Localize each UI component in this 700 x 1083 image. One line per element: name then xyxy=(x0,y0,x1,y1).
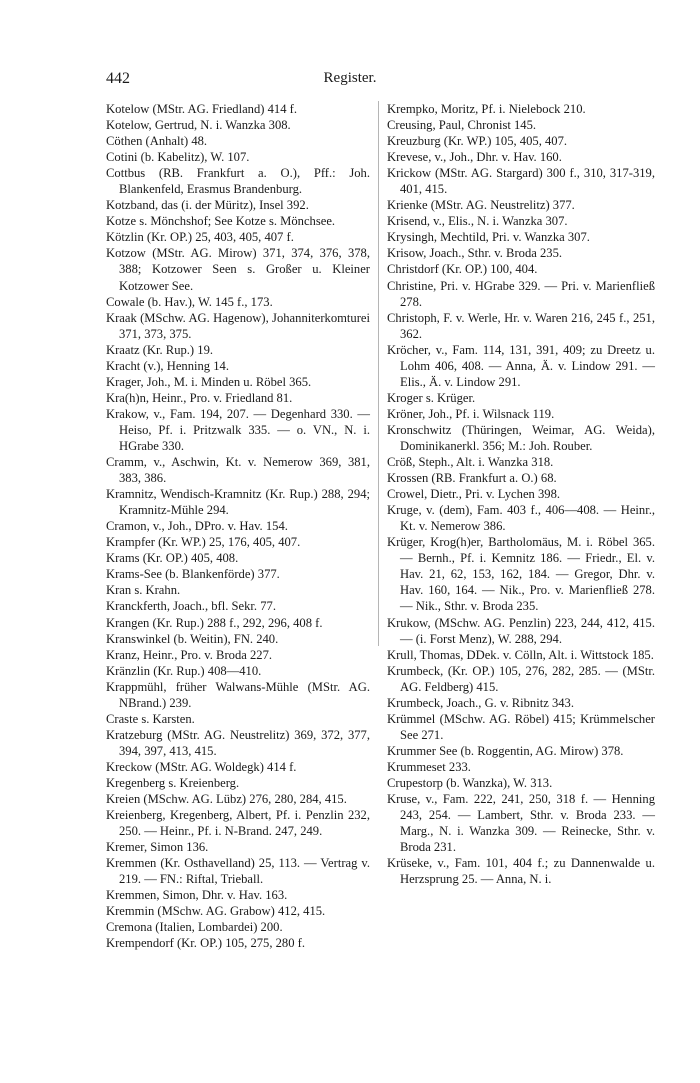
index-entry: Kotze s. Mönchshof; See Kotze s. Mönchsee. xyxy=(106,214,336,229)
index-entry: Krevese, v., Joh., Dhr. v. Hav. 160. xyxy=(387,150,562,165)
index-column-right xyxy=(387,101,655,887)
index-entry: Kränzlin (Kr. Rup.) 408—410. xyxy=(106,663,262,678)
index-entry: Krakow, v., Fam. 194, 207. — Degenhard 330. — Heiso, Pf. i. Pritzwalk 335. — o. VN., N. i. HGrabe 330. xyxy=(106,406,370,453)
index-entry: Kratzeburg (MStr. AG. Neustrelitz) 369, 372, 377, 394, 397, 413, 415. xyxy=(106,727,370,758)
index-entry: Kranckferth, Joach., bfl. Sekr. 77. xyxy=(106,599,276,614)
index-entry: Krumbeck, Joach., G. v. Ribnitz 343. xyxy=(387,695,575,710)
index-entry: Kronschwitz (Thüringen, Weimar, AG. Weida), Dominikanerkl. 356; M.: Joh. Rouber. xyxy=(387,422,655,453)
index-entry: Kreuzburg (Kr. WP.) 105, 405, 407. xyxy=(387,134,568,149)
index-entry: Krüger, Krog(h)er, Bartholomäus, M. i. Röbel 365. — Bernh., Pf. i. Kemnitz 186. — Friedr., El. v. Hav. 21, 62, 153, 162, 184. — Gregor, Dhr. v. Hav. 160, 164. — Nik., Pro. v. Marienfließ 278. — Nik., Sthr. v. Broda 235. xyxy=(387,535,655,614)
index-entry: Kremmen, Simon, Dhr. v. Hav. 163. xyxy=(106,888,288,903)
index-entry: Kreienberg, Kregenberg, Albert, Pf. i. Penzlin 232, 250. — Heinr., Pf. i. N-Brand. 247, 249. xyxy=(106,808,370,839)
index-entry: Krempko, Moritz, Pf. i. Nielebock 210. xyxy=(387,102,586,116)
column-divider xyxy=(378,101,379,646)
index-entry: Kramnitz, Wendisch-Kramnitz (Kr. Rup.) 288, 294; Kramnitz-Mühle 294. xyxy=(106,487,370,518)
index-entry: Kruse, v., Fam. 222, 241, 250, 318 f. — Henning 243, 254. — Lambert, Sthr. v. Broda 233. — Marg., N. i. Wanzka 309. — Reinecke, Sthr. v. Broda 231. xyxy=(387,792,655,855)
index-entry: Krickow (MStr. AG. Stargard) 300 f., 310, 317-319, 401, 415. xyxy=(387,166,655,197)
index-entry: Kröcher, v., Fam. 114, 131, 391, 409; zu Dreetz u. Lohm 406, 408. — Anna, Ä. v. Lindow 291. — Elis., Ä. v. Lindow 291. xyxy=(387,342,655,389)
index-entry: Krull, Thomas, DDek. v. Cölln, Alt. i. Wittstock 185. xyxy=(387,647,654,662)
index-entry: Kraak (MSchw. AG. Hagenow), Johanniterkomturei 371, 373, 375. xyxy=(106,310,370,341)
index-entry: Krampfer (Kr. WP.) 25, 176, 405, 407. xyxy=(106,535,301,550)
index-entry: Cremona (Italien, Lombardei) 200. xyxy=(106,920,283,935)
index-entry: Krempendorf (Kr. OP.) 105, 275, 280 f. xyxy=(106,936,306,951)
index-entry: Krummer See (b. Roggentin, AG. Mirow) 378. xyxy=(387,743,624,758)
index-entry: Kremer, Simon 136. xyxy=(106,840,209,855)
index-entry: Krossen (RB. Frankfurt a. O.) 68. xyxy=(387,471,557,486)
index-entry: Cramm, v., Aschwin, Kt. v. Nemerow 369, 381, 383, 386. xyxy=(106,455,370,486)
index-entry: Christine, Pri. v. HGrabe 329. — Pri. v. Marienfließ 278. xyxy=(387,278,655,309)
index-entry: Kranz, Heinr., Pro. v. Broda 227. xyxy=(106,647,273,662)
index-entry: Krümmel (MSchw. AG. Röbel) 415; Krümmelscher See 271. xyxy=(387,711,655,742)
index-entry: Krams (Kr. OP.) 405, 408. xyxy=(106,551,239,566)
index-entry: Crupestorp (b. Wanzka), W. 313. xyxy=(387,775,553,790)
index-entry: Cotini (b. Kabelitz), W. 107. xyxy=(106,150,250,165)
index-entry: Krienke (MStr. AG. Neustrelitz) 377. xyxy=(387,198,575,213)
page-number: 442 xyxy=(106,70,130,87)
index-entry: Kremmen (Kr. Osthavelland) 25, 113. — Vertrag v. 219. — FN.: Riftal, Trieball. xyxy=(106,856,370,887)
index-entry: Kran s. Krahn. xyxy=(106,583,181,598)
index-entry: Christdorf (Kr. OP.) 100, 404. xyxy=(387,262,538,277)
index-entry: Krüseke, v., Fam. 101, 404 f.; zu Dannenwalde u. Herzsprung 25. — Anna, N. i. xyxy=(387,856,655,887)
index-entry: Kotzband, das (i. der Müritz), Insel 392. xyxy=(106,198,309,213)
index-entry: Krumbeck, (Kr. OP.) 105, 276, 282, 285. — (MStr. AG. Feldberg) 415. xyxy=(387,663,655,694)
index-entry: Cröß, Steph., Alt. i. Wanzka 318. xyxy=(387,455,554,470)
index-entry: Cottbus (RB. Frankfurt a. O.), Pff.: Joh. Blankenfeld, Erasmus Brandenburg. xyxy=(106,166,370,197)
index-entry: Kreien (MSchw. AG. Lübz) 276, 280, 284, 415. xyxy=(106,792,347,807)
index-entry: Kregenberg s. Kreienberg. xyxy=(106,775,240,790)
index-entry: Creusing, Paul, Chronist 145. xyxy=(387,118,537,133)
index-entry: Cramon, v., Joh., DPro. v. Hav. 154. xyxy=(106,519,288,534)
index-entry: Krappmühl, früher Walwans-Mühle (MStr. AG. NBrand.) 239. xyxy=(106,679,370,710)
index-column-left xyxy=(106,101,370,951)
index-entry: Kotelow, Gertrud, N. i. Wanzka 308. xyxy=(106,118,291,133)
index-entry: Krams-See (b. Blankenförde) 377. xyxy=(106,567,280,582)
index-entry: Kotelow (MStr. AG. Friedland) 414 f. xyxy=(106,102,297,116)
index-entry: Kötzlin (Kr. OP.) 25, 403, 405, 407 f. xyxy=(106,230,294,245)
index-entry: Kra(h)n, Heinr., Pro. v. Friedland 81. xyxy=(106,390,293,405)
index-entry: Kruge, v. (dem), Fam. 403 f., 406—408. — Heinr., Kt. v. Nemerow 386. xyxy=(387,503,655,534)
index-entry: Krummeset 233. xyxy=(387,759,471,774)
index-entry: Kraatz (Kr. Rup.) 19. xyxy=(106,342,214,357)
index-entry: Kotzow (MStr. AG. Mirow) 371, 374, 376, 378, 388; Kotzower Seen s. Großer u. Kleiner Kotzower See. xyxy=(106,246,370,293)
index-entry: Kranswinkel (b. Weitin), FN. 240. xyxy=(106,631,279,646)
index-entry: Krukow, (MSchw. AG. Penzlin) 223, 244, 412, 415. — (i. Forst Menz), W. 288, 294. xyxy=(387,615,655,646)
index-entry: Krisow, Joach., Sthr. v. Broda 235. xyxy=(387,246,563,261)
index-entry: Cöthen (Anhalt) 48. xyxy=(106,134,208,149)
index-entry: Crowel, Dietr., Pri. v. Lychen 398. xyxy=(387,487,561,502)
index-entry: Krisend, v., Elis., N. i. Wanzka 307. xyxy=(387,214,568,229)
index-entry: Kroger s. Krüger. xyxy=(387,390,476,405)
index-entry: Krager, Joh., M. i. Minden u. Röbel 365. xyxy=(106,374,312,389)
index-entry: Craste s. Karsten. xyxy=(106,711,195,726)
running-title: Register. xyxy=(323,70,377,86)
index-entry: Kremmin (MSchw. AG. Grabow) 412, 415. xyxy=(106,904,326,919)
index-entry: Krangen (Kr. Rup.) 288 f., 292, 296, 408 f. xyxy=(106,615,323,630)
index-entry: Kreckow (MStr. AG. Woldegk) 414 f. xyxy=(106,759,297,774)
page-header xyxy=(0,70,700,90)
index-entry: Kracht (v.), Henning 14. xyxy=(106,358,229,373)
index-entry: Krysingh, Mechtild, Pri. v. Wanzka 307. xyxy=(387,230,590,245)
index-entry: Cowale (b. Hav.), W. 145 f., 173. xyxy=(106,294,273,309)
index-entry: Kröner, Joh., Pf. i. Wilsnack 119. xyxy=(387,406,555,421)
index-entry: Christoph, F. v. Werle, Hr. v. Waren 216, 245 f., 251, 362. xyxy=(387,310,655,341)
